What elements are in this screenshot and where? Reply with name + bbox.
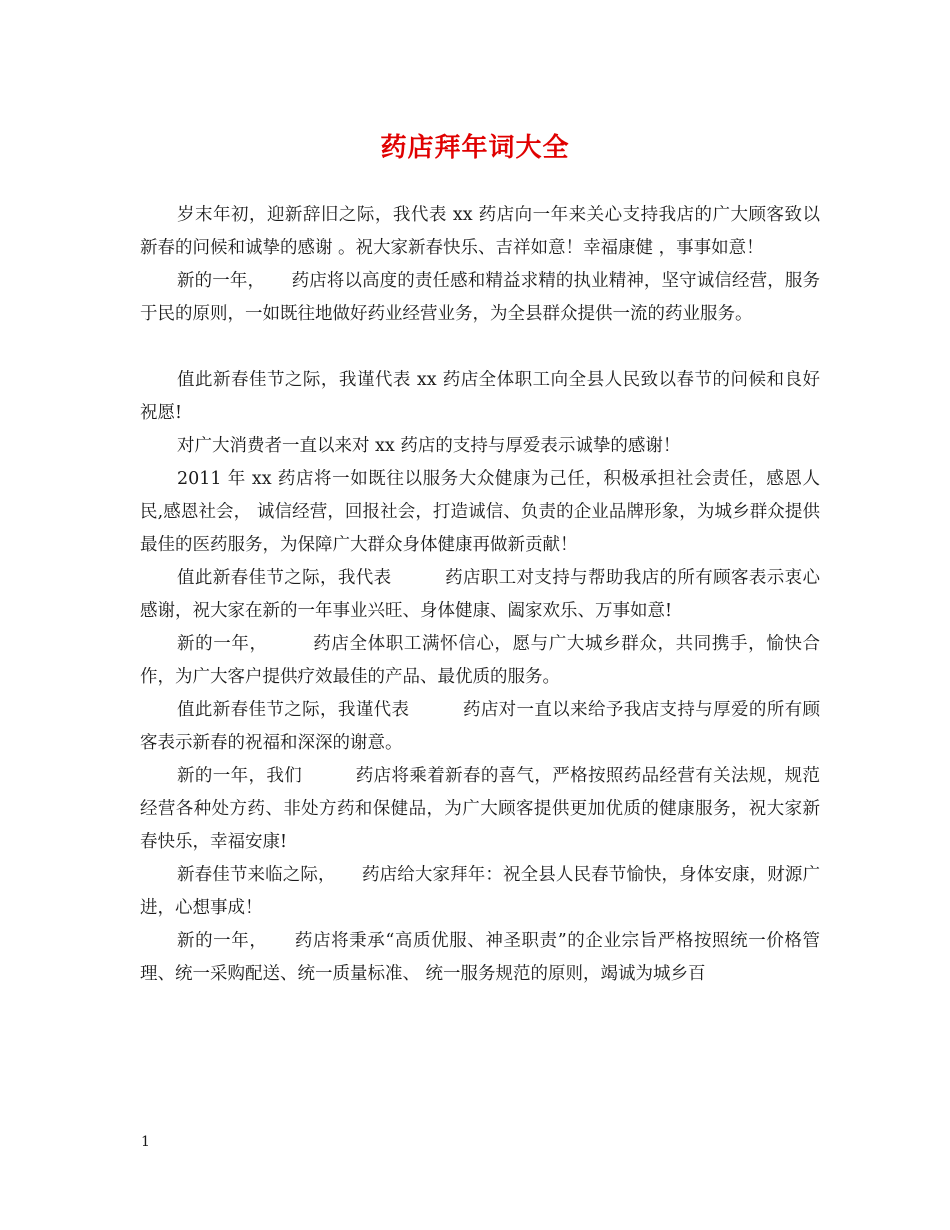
paragraph-4: 对广大消费者一直以来对 xx 药店的支持与厚爱表示诚挚的感谢！ [177,436,681,456]
page-number: 1 [141,1134,150,1150]
paragraph-7: 新的一年， 药店全体职工满怀信心，愿与广大城乡群众，共同携手，愉快合作，为广大客户提供疗效最佳的产品、最优质的服务。 [140,634,820,687]
paragraph-9: 新的一年，我们 药店将乘着新春的喜气，严格按照药品经营有关法规，规范经营各种处方药、非处方药和保健品，为广大顾客提供更加优质的健康服务，祝大家新春快乐，幸福安康! [140,766,820,852]
paragraph-3: 值此新春佳节之际，我谨代表 xx 药店全体职工向全县人民致以春节的问候和良好祝愿! [140,370,820,423]
document-title: 药店拜年词大全 [380,133,570,163]
paragraph-10: 新春佳节来临之际， 药店给大家拜年：祝全县人民春节愉快，身体安康，财源广进，心想事成！ [140,865,820,918]
paragraph-5: 2011 年 xx 药店将一如既往以服务大众健康为己任，积极承担社会责任，感恩人民,感恩社会， 诚信经营，回报社会，打造诚信、负责的企业品牌形象，为城乡群众提供最佳的医药服务，为保障广大群众身体健康再做新贡献！ [140,469,820,555]
paragraph-1: 岁末年初，迎新辞旧之际，我代表 xx 药店向一年来关心支持我店的广大顾客致以新春的问候和诚挚的感谢 。祝大家新春快乐、吉祥如意！幸福康健 ，事事如意！ [140,205,820,258]
paragraph-11: 新的一年， 药店将秉承“高质优服、神圣职责”的企业宗旨严格按照统一价格管理、统一采购配送、统一质量标准、 统一服务规范的原则，竭诚为城乡百 [140,931,820,984]
paragraph-6: 值此新春佳节之际，我代表 药店职工对支持与帮助我店的所有顾客表示衷心感谢，祝大家在新的一年事业兴旺、身体健康、阖家欢乐、万事如意! [140,568,820,621]
blank-line [140,331,820,364]
paragraph-2: 新的一年， 药店将以高度的责任感和精益求精的执业精神，坚守诚信经营，服务于民的原则，一如既往地做好药业经营业务，为全县群众提供一流的药业服务。 [140,271,820,324]
paragraph-8: 值此新春佳节之际，我谨代表 药店对一直以来给予我店支持与厚爱的所有顾客表示新春的祝福和深深的谢意。 [140,700,820,753]
document-body [140,199,820,991]
